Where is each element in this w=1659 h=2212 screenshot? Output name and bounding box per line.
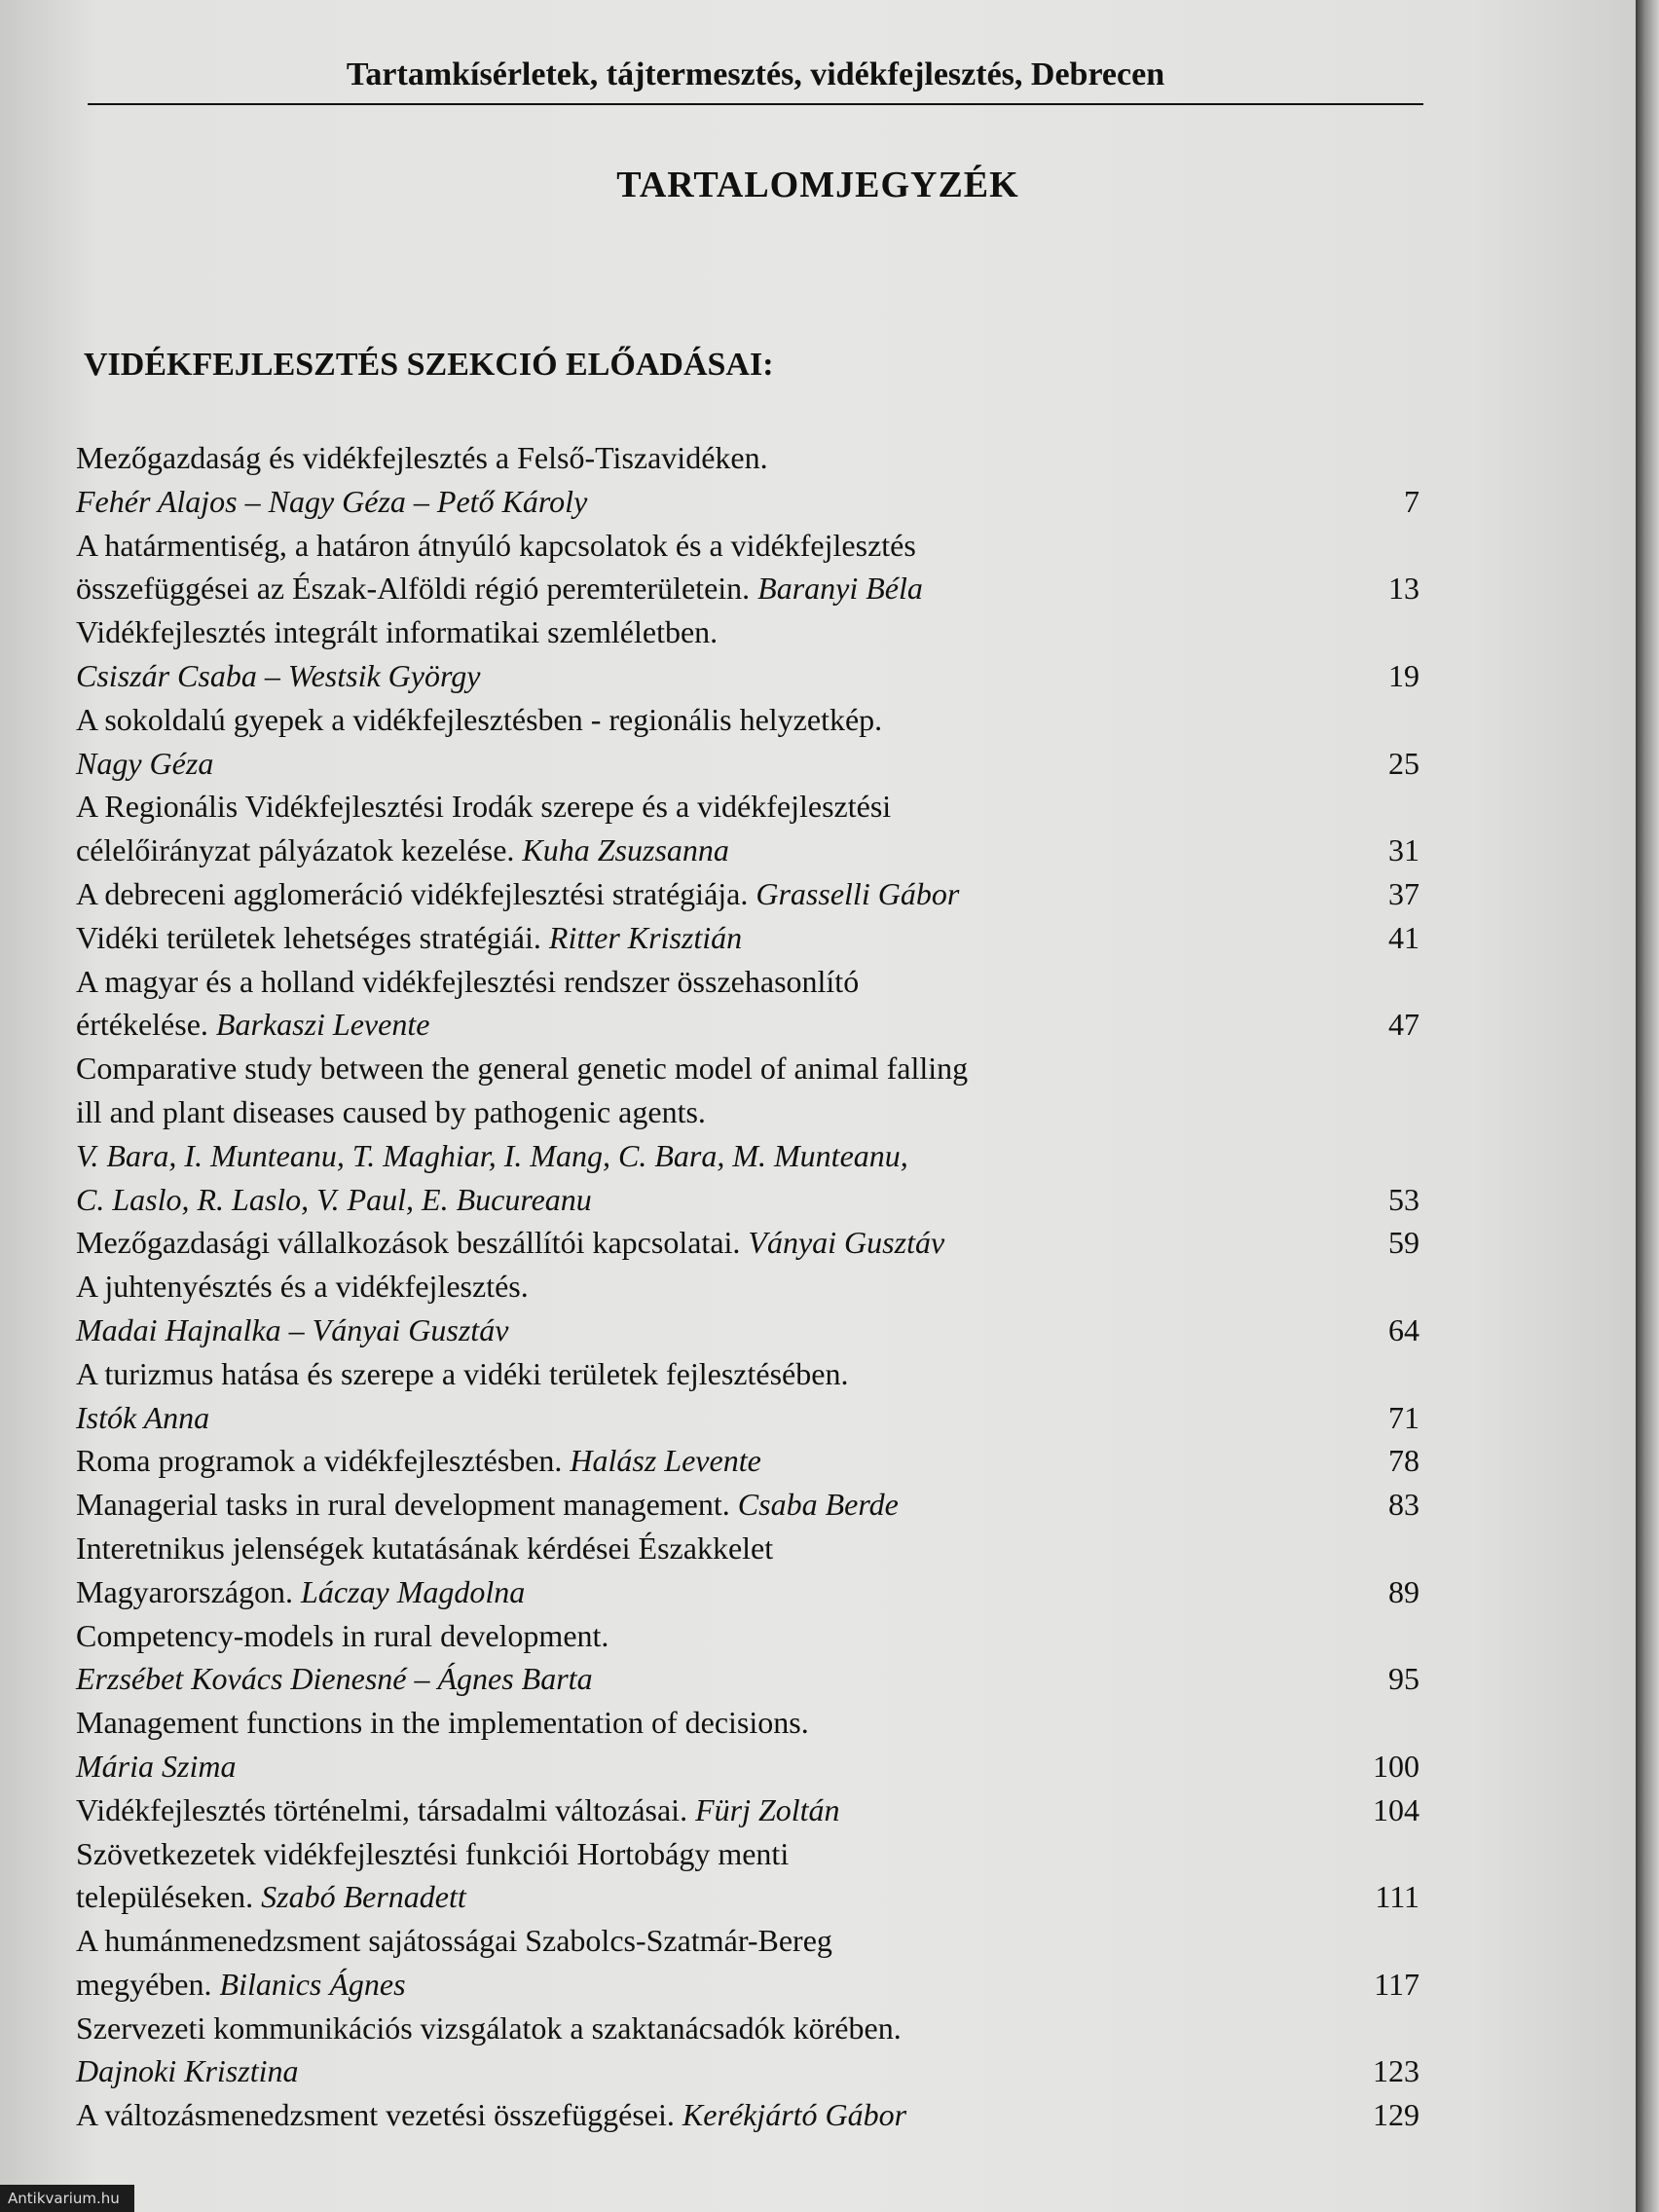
page-number: 111 — [1375, 1879, 1419, 1915]
entry-author: Halász Levente — [570, 1443, 761, 1479]
entry-title: Szövetkezetek vidékfejlesztési funkciói Hortobágy menti — [76, 1835, 790, 1871]
page-number: 83 — [1388, 1487, 1419, 1523]
toc-line-text — [76, 2049, 298, 2093]
entry-title: A változásmenedzsment vezetési összefüggései. — [76, 2097, 682, 2133]
toc-line-text — [76, 1875, 466, 1919]
toc-line-text — [76, 1657, 593, 1701]
entry-title: A debreceni agglomeráció vidékfejlesztési stratégiája. — [76, 875, 756, 911]
toc-line-text — [76, 2007, 902, 2050]
page-number: 41 — [1388, 919, 1419, 955]
toc-line — [76, 1439, 1419, 1483]
entry-author: Fehér Alajos – Nagy Géza – Pető Károly — [76, 483, 588, 519]
page-number: 13 — [1388, 571, 1419, 607]
toc-line-text — [76, 1963, 406, 2007]
toc-line — [76, 1875, 1419, 1919]
toc-line-text — [76, 1701, 809, 1745]
toc-line — [76, 1090, 1419, 1134]
toc-line-text — [76, 480, 587, 524]
entry-author: Grasselli Gábor — [756, 875, 960, 911]
toc-line-text — [76, 916, 742, 960]
entry-title: Management functions in the implementation of decisions. — [76, 1705, 809, 1741]
toc-line-text — [76, 742, 213, 786]
entry-title: A humánmenedzsment sajátosságai Szabolcs-Szatmár-Bereg — [76, 1923, 832, 1959]
entry-title: A határmentiség, a határon átnyúló kapcsolatok és a vidékfejlesztés — [76, 527, 916, 563]
toc-line-text — [76, 1221, 944, 1265]
toc-line — [76, 1570, 1419, 1614]
toc-line-text — [76, 1745, 236, 1788]
toc-line — [76, 1701, 1419, 1745]
section-title: VIDÉKFEJLESZTÉS SZEKCIÓ ELŐADÁSAI: — [84, 347, 774, 383]
toc-line-text — [76, 1832, 789, 1876]
toc-line-text — [76, 829, 729, 872]
page-number: 19 — [1388, 657, 1419, 693]
entry-author: Bilanics Ágnes — [219, 1966, 406, 2002]
toc-line-text — [76, 1178, 592, 1222]
toc-line — [76, 960, 1419, 1004]
page-edge — [1636, 0, 1659, 2212]
entry-author: Ványai Gusztáv — [748, 1225, 945, 1261]
entry-author: Szabó Bernadett — [261, 1879, 466, 1915]
page-number: 117 — [1374, 1966, 1419, 2002]
entry-title: Vidékfejlesztés történelmi, társadalmi változásai. — [76, 1791, 696, 1827]
toc-line-text — [76, 785, 891, 829]
toc-line-text — [76, 1396, 209, 1440]
page-number: 59 — [1388, 1225, 1419, 1261]
page-number: 25 — [1388, 745, 1419, 781]
entry-title: Mezőgazdaság és vidékfejlesztés a Felső-Tiszavidéken. — [76, 440, 768, 475]
toc-line-text — [76, 1090, 706, 1134]
toc-line — [76, 1396, 1419, 1440]
entry-title: célelőirányzat pályázatok kezelése. — [76, 832, 523, 868]
toc-line-text — [76, 1919, 832, 1963]
toc-line-text — [76, 1265, 529, 1309]
toc-line-text — [76, 1570, 525, 1614]
toc-line — [76, 916, 1419, 960]
entry-title: Mezőgazdasági vállalkozások beszállítói kapcsolatai. — [76, 1225, 749, 1261]
toc-line — [76, 654, 1419, 698]
page-number: 78 — [1388, 1443, 1419, 1479]
toc-line — [76, 1483, 1419, 1527]
toc-line — [76, 1614, 1419, 1658]
toc-line — [76, 1527, 1419, 1570]
page-number: 31 — [1388, 832, 1419, 868]
toc-line — [76, 698, 1419, 742]
watermark-label: Antikvarium.hu — [0, 2185, 134, 2212]
toc-line-text — [76, 1439, 761, 1483]
page-number: 47 — [1388, 1007, 1419, 1043]
entry-title: értékelése. — [76, 1007, 216, 1043]
toc-line — [76, 872, 1419, 916]
toc-line-text — [76, 1483, 899, 1527]
toc-line-text — [76, 1134, 908, 1178]
toc-line — [76, 1003, 1419, 1047]
running-head: Tartamkísérletek, tájtermesztés, vidékfejlesztés, Debrecen — [346, 56, 1165, 92]
toc-title: TARTALOMJEGYZÉK — [616, 165, 1019, 205]
toc-line — [76, 480, 1419, 524]
page-number: 129 — [1373, 2097, 1419, 2133]
page-number: 89 — [1388, 1573, 1419, 1609]
toc-line — [76, 1657, 1419, 1701]
toc-line-text — [76, 436, 768, 480]
toc-line — [76, 1832, 1419, 1876]
toc-line — [76, 742, 1419, 786]
toc-line-text — [76, 567, 923, 610]
entry-title: A turizmus hatása és szerepe a vidéki területek fejlesztésében. — [76, 1355, 849, 1391]
toc-line — [76, 1134, 1419, 1178]
entry-author: Mária Szima — [76, 1748, 237, 1784]
entry-title: A magyar és a holland vidékfejlesztési rendszer összehasonlító — [76, 963, 860, 999]
toc-line-text — [76, 1309, 508, 1352]
entry-title: Managerial tasks in rural development management. — [76, 1487, 738, 1523]
toc-line-text — [76, 1003, 429, 1047]
entry-author: Fürj Zoltán — [695, 1791, 840, 1827]
entry-title: A sokoldalú gyepek a vidékfejlesztésben - regionális helyzetkép. — [76, 701, 883, 737]
entry-title: Vidékfejlesztés integrált informatikai szemléletben. — [76, 614, 719, 650]
toc-line-text — [76, 524, 916, 568]
page-number: 37 — [1388, 875, 1419, 911]
toc-line-text — [76, 2093, 906, 2137]
entry-author: Csaba Berde — [737, 1487, 899, 1523]
toc-line — [76, 2049, 1419, 2093]
toc-line-text — [76, 1352, 848, 1396]
entry-title: összefüggései az Észak-Alföldi régió peremterületein. — [76, 571, 758, 607]
toc-line — [76, 1309, 1419, 1352]
page-number: 104 — [1373, 1791, 1419, 1827]
toc-line — [76, 829, 1419, 872]
toc-line — [76, 785, 1419, 829]
toc-line-text — [76, 1527, 773, 1570]
entry-author: Istók Anna — [76, 1399, 210, 1435]
entry-title: megyében. — [76, 1966, 220, 2002]
toc-line — [76, 567, 1419, 610]
page-number: 71 — [1388, 1399, 1419, 1435]
entry-author: Láczay Magdolna — [301, 1573, 526, 1609]
toc-line — [76, 1745, 1419, 1788]
toc-line — [76, 2007, 1419, 2050]
toc-line — [76, 436, 1419, 480]
entry-author: V. Bara, I. Munteanu, T. Maghiar, I. Mang, C. Bara, M. Munteanu, — [76, 1137, 908, 1173]
toc-line-text — [76, 872, 959, 916]
toc-line — [76, 2093, 1419, 2137]
entry-title: A juhtenyésztés és a vidékfejlesztés. — [76, 1269, 529, 1305]
entry-title: Interetnikus jelenségek kutatásának kérdései Északkelet — [76, 1530, 774, 1566]
toc-line — [76, 1788, 1419, 1832]
toc-line — [76, 1919, 1419, 1963]
entry-author: Barkaszi Levente — [215, 1007, 430, 1043]
toc-line — [76, 1178, 1419, 1222]
page-number: 100 — [1373, 1748, 1419, 1784]
toc-line-text — [76, 1614, 608, 1658]
header-rule — [88, 103, 1423, 105]
page-number: 53 — [1388, 1181, 1419, 1217]
entry-author: Kuha Zsuzsanna — [522, 832, 729, 868]
page-number: 123 — [1373, 2053, 1419, 2089]
entry-title: Magyarországon. — [76, 1573, 302, 1609]
toc-line — [76, 1221, 1419, 1265]
toc-line-text — [76, 1788, 840, 1832]
toc-line — [76, 1265, 1419, 1309]
page-number: 95 — [1388, 1661, 1419, 1697]
entry-author: Baranyi Béla — [757, 571, 923, 607]
entry-author: Madai Hajnalka – Ványai Gusztáv — [76, 1311, 509, 1347]
toc-line — [76, 1963, 1419, 2007]
entry-title: Competency-models in rural development. — [76, 1617, 609, 1653]
entry-author: Ritter Krisztián — [548, 919, 743, 955]
entry-author: C. Laslo, R. Laslo, V. Paul, E. Bucureanu — [76, 1181, 592, 1217]
entry-author: Nagy Géza — [76, 745, 214, 781]
entry-title: ill and plant diseases caused by pathogenic agents. — [76, 1093, 706, 1129]
toc-line — [76, 1047, 1419, 1090]
entry-title: Vidéki területek lehetséges stratégiái. — [76, 919, 549, 955]
toc-line-text — [76, 698, 882, 742]
toc-line-text — [76, 1047, 968, 1090]
entry-title: A Regionális Vidékfejlesztési Irodák szerepe és a vidékfejlesztési — [76, 789, 892, 825]
entry-author: Erzsébet Kovács Dienesné – Ágnes Barta — [76, 1661, 593, 1697]
entry-title: Szervezeti kommunikációs vizsgálatok a szaktanácsadók körében. — [76, 2009, 902, 2046]
page-number: 64 — [1388, 1311, 1419, 1347]
toc-line — [76, 524, 1419, 568]
entry-author: Csiszár Csaba – Westsik György — [76, 657, 481, 693]
toc-line-text — [76, 654, 480, 698]
page-number: 7 — [1404, 483, 1419, 519]
entry-title: településeken. — [76, 1879, 262, 1915]
toc-line — [76, 610, 1419, 654]
entry-title: Comparative study between the general genetic model of animal falling — [76, 1051, 969, 1087]
toc-entries — [76, 436, 1419, 2137]
toc-line — [76, 1352, 1419, 1396]
toc-line-text — [76, 610, 718, 654]
toc-line-text — [76, 960, 859, 1004]
entry-author: Dajnoki Krisztina — [76, 2053, 299, 2089]
entry-author: Kerékjártó Gábor — [682, 2097, 907, 2133]
entry-title: Roma programok a vidékfejlesztésben. — [76, 1443, 571, 1479]
